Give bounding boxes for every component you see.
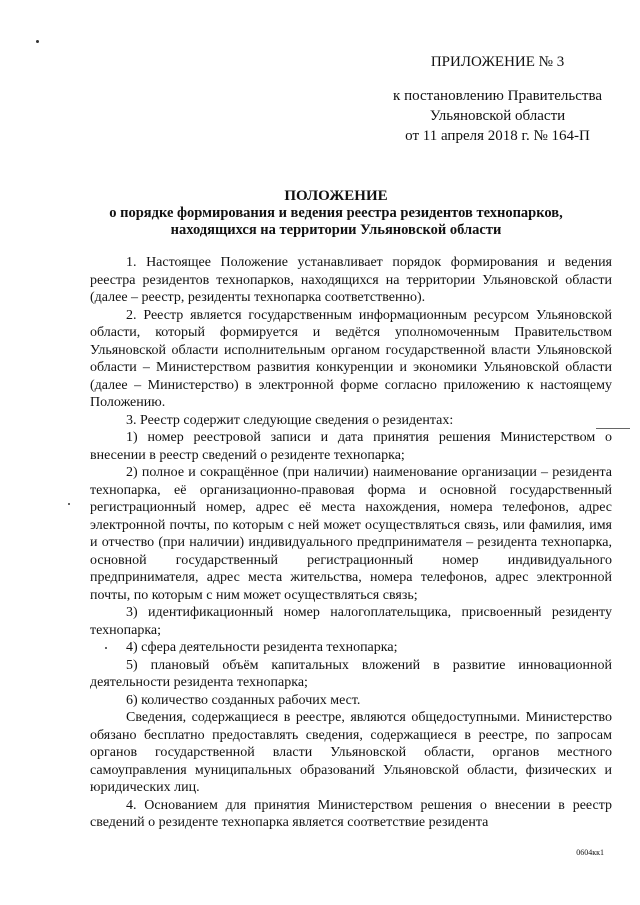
annex-line: к постановлению Правительства — [393, 88, 602, 104]
annex-header — [393, 52, 602, 146]
list-item: 6) количество созданных рабочих мест. — [126, 692, 361, 708]
list-item: 1) номер реестровой записи и дата принятия решения Министерством о внесении в реестр сведений о резиденте технопарка; — [90, 430, 612, 463]
title-subtitle: находящихся на территории Ульяновской области — [170, 222, 502, 238]
annex-date: от 11 апреля 2018 г. № 164-П — [405, 128, 590, 144]
document-title — [60, 188, 612, 239]
list-item: 4) сфера деятельности резидента технопарка; — [126, 640, 398, 655]
title-main: ПОЛОЖЕНИЕ — [284, 188, 388, 204]
scan-speck — [68, 503, 70, 505]
paragraph: 2. Реестр является государственным информационным ресурсом Ульяновской области, который формируется и ведётся уполномоченным Правительством Ульяновской области исполнительным органом государственной власти Ульяновской области – Министерством развития конкуренции и экономики Ульяновской области (далее – Министерство) в электронной форме согласно приложению к настоящему Положению. — [90, 307, 612, 410]
paragraph: 1. Настоящее Положение устанавливает порядок формирования и ведения реестра резидентов технопарков, находящихся на территории Ульяновской области (далее – реестр, резиденты технопарка соответственно). — [90, 255, 612, 305]
paragraph: 4. Основанием для принятия Министерством решения о внесении в реестр сведений о резиденте технопарка является соответствие резидента — [90, 797, 612, 830]
title-subtitle: о порядке формирования и ведения реестра резидентов технопарков, — [109, 205, 563, 221]
scan-speck — [36, 40, 39, 43]
annex-line: Ульяновской области — [429, 108, 566, 124]
paragraph: Сведения, содержащиеся в реестре, являются общедоступными. Министерство обязано бесплатно предоставлять сведения, содержащиеся в реестре, по запросам органов государственной власти Ульяновской области, органов местного самоуправления муниципальных образований Ульяновской области, физических и юридических лиц. — [90, 710, 612, 795]
document-body — [90, 254, 612, 832]
footer-code: 0604кк1 — [576, 848, 604, 857]
annex-number: ПРИЛОЖЕНИЕ № 3 — [430, 54, 565, 70]
list-item: 3) идентификационный номер налогоплательщика, присвоенный резиденту технопарка; — [90, 605, 612, 638]
paragraph: 3. Реестр содержит следующие сведения о резидентах: — [126, 412, 454, 428]
list-item: 2) полное и сокращённое (при наличии) наименование организации – резидента технопарка, её организационно-правовая форма и основной государственный регистрационный номер, адрес её места нахождения, номера телефонов, адрес электронной почты, по которым с ней может осуществляться связь, или фамилия, имя и отчество (при наличии) индивидуального предпринимателя – резидента технопарка, основной государственный регистрационный номер индивидуального предпринимателя, адрес места жительства, номера телефонов, адрес электронной почты, по которым с ним может осуществляться связь; — [90, 465, 612, 603]
list-item: 5) плановый объём капитальных вложений в развитие инновационной деятельности резидента технопарка; — [90, 657, 612, 690]
